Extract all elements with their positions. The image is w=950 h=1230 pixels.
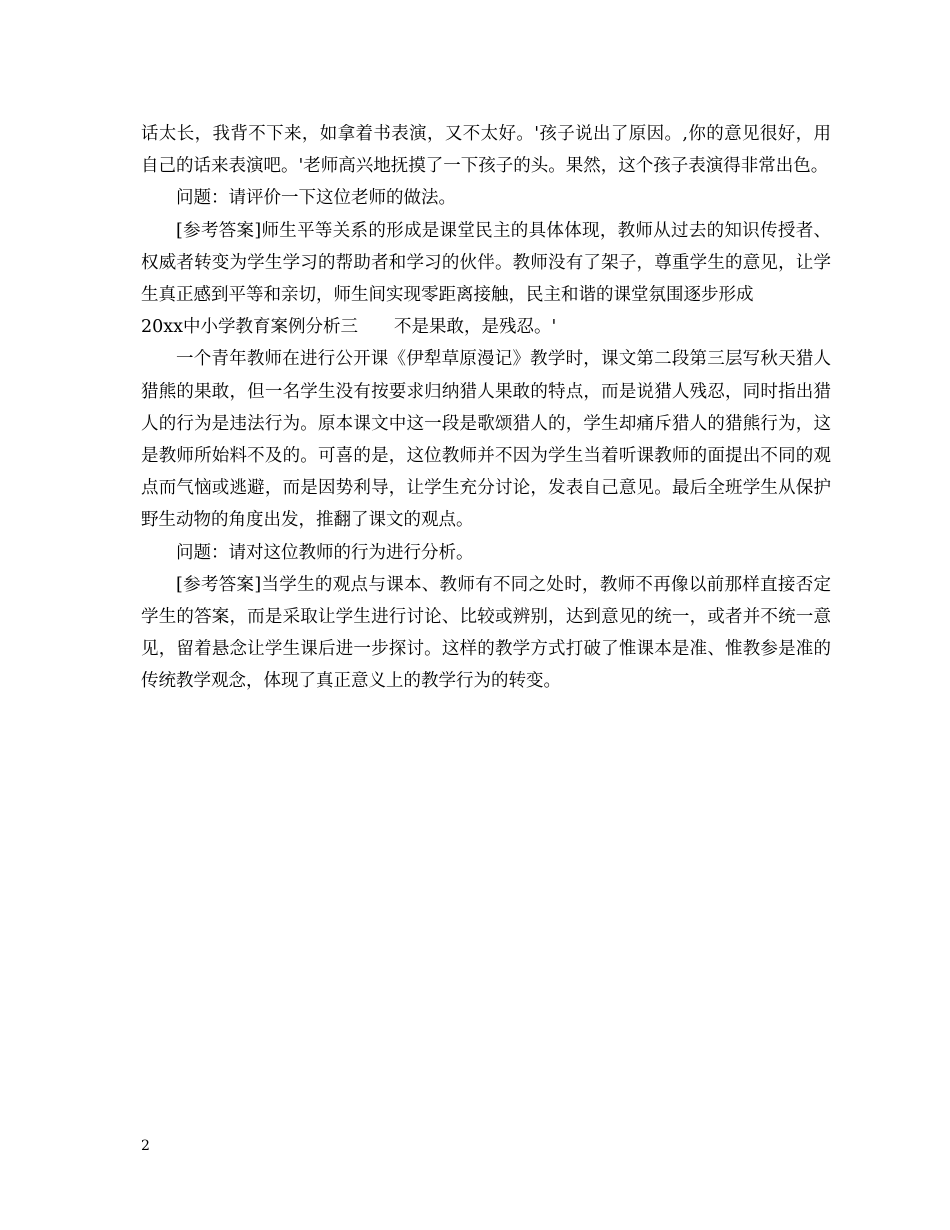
case-heading-title: 20xx中小学教育案例分析三: [141, 317, 359, 338]
question-1: 问题：请评价一下这位老师的做法。: [176, 188, 456, 209]
answer-1: [参考答案]师生平等关系的形成是课堂民主的具体体现，教师从过去的知识传授者、权威者转变为学生学习的帮助者和学习的伙伴。教师没有了架子，尊重学生的意见，让学生真正感到平等和亲切，师生间实现零距离接触，民主和谐的课堂氛围逐步形成: [141, 220, 831, 306]
case-description: 一个青年教师在进行公开课《伊犁草原漫记》教学时，课文第二段第三层写秋天猎人猎熊的果敢，但一名学生没有按要求归纳猎人果敢的特点，而是说猎人残忍，同时指出猎人的行为是违法行为。原本课文中这一段是歌颂猎人的，学生却痛斥猎人的猎熊行为，这是教师所始料不及的。可喜的是，这位教师并不因为学生当着听课教师的面提出不同的观点而气恼或逃避，而是因势利导，让学生充分讨论，发表自己意见。最后全班学生从保护野生动物的角度出发，推翻了课文的观点。: [141, 349, 831, 531]
page-number: 2: [141, 1138, 150, 1154]
question-2: 问题：请对这位教师的行为进行分析。: [176, 542, 474, 563]
body-text: [141, 118, 831, 698]
case-heading-subtitle: 不是果敢，是残忍。': [394, 317, 557, 338]
case-heading: [141, 311, 831, 343]
answer-2: [参考答案]当学生的观点与课本、教师有不同之处时，教师不再像以前那样直接否定学生的答案，而是采取让学生进行讨论、比较或辨别，达到意见的统一，或者并不统一意见，留着悬念让学生课后进一步探讨。这样的教学方式打破了惟课本是准、惟教参是准的传统教学观念，体现了真正意义上的教学行为的转变。: [141, 574, 831, 692]
paragraph-story-end: 话太长，我背不下来，如拿着书表演，又不太好。'孩子说出了原因。,你的意见很好，用自己的话来表演吧。'老师高兴地抚摸了一下孩子的头。果然，这个孩子表演得非常出色。: [141, 124, 831, 177]
